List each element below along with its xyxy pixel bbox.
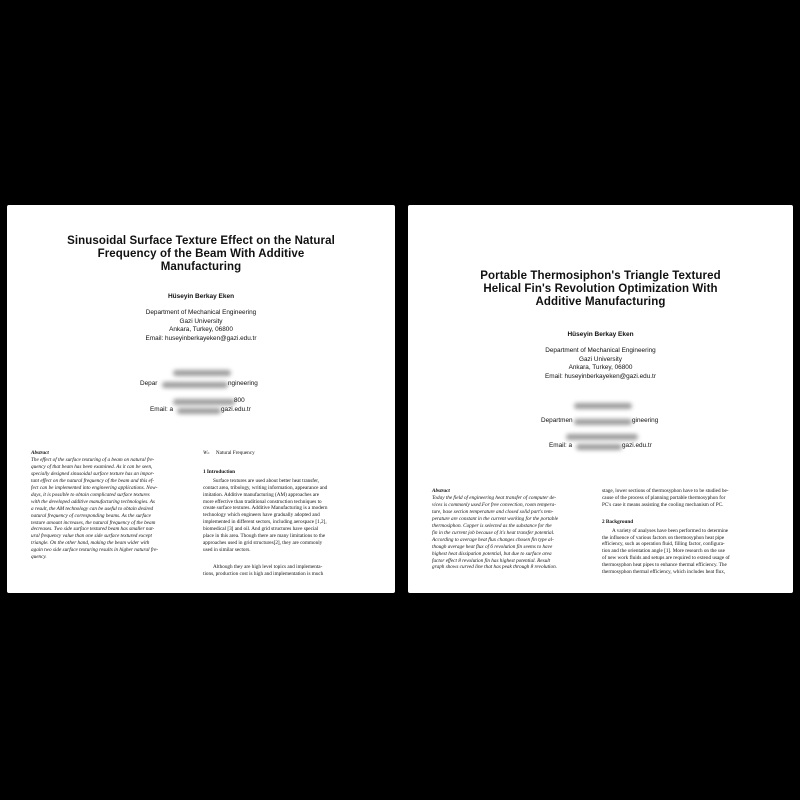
body-line: stage, lower sections of thermosyphon have to be studied be- — [602, 488, 729, 494]
abstract-line: perature are constant in the current working for the portable — [432, 516, 559, 523]
abstract-text — [432, 495, 592, 571]
redaction-blur — [177, 408, 221, 414]
abstract-line: though average heat flux of 6 revolution fin seems to have — [432, 543, 553, 550]
redaction-blur — [566, 434, 638, 440]
body-column — [203, 450, 368, 578]
second-affiliation-dept-start: Departmen — [541, 417, 573, 424]
affiliation-block — [428, 347, 773, 381]
abstract-line: ural frequency value than one side surface textured except — [31, 533, 152, 540]
abstract-line: triangle. On the other hand, making the beam wider with — [31, 540, 150, 547]
second-affiliation-email-start: Email: a — [150, 406, 174, 413]
redaction-blur — [173, 399, 235, 405]
affiliation-line: Ankara, Turkey, 06800 — [169, 326, 233, 334]
affiliation-line: Ankara, Turkey, 06800 — [568, 364, 633, 372]
body-line: contact area, tribology, writing information, appearance and — [203, 484, 328, 491]
paper-title — [27, 235, 375, 274]
body-line: Surface textures are used about better heat transfer, — [213, 477, 320, 484]
abstract-line: quency of that beam has been examined. As it can be seen, — [31, 464, 153, 471]
redaction-blur — [574, 419, 632, 425]
body-line: more effective than traditional construction techniques to — [203, 498, 322, 505]
second-affiliation-zip-end: 800 — [234, 397, 245, 404]
second-affiliation-dept-end: gineering — [632, 417, 659, 424]
abstract-column — [432, 488, 592, 571]
body-line: PC's case it means assisting the cooling mechanism of PC. — [602, 501, 724, 508]
body-line: create surface textures. Additive Manufacturing is a modern — [203, 505, 328, 512]
redaction-blur — [576, 444, 622, 450]
body-line: technology which engineers have gradually adopted and — [203, 512, 320, 519]
abstract-heading: Abstract — [432, 488, 450, 494]
second-affiliation-email-end: gazi.edu.tr — [622, 442, 652, 449]
nomenclature-symbol: Wₙ — [203, 450, 210, 456]
affiliation-line: Department of Mechanical Engineering — [545, 347, 656, 354]
abstract-line: natural frequency of corresponding beams. As the surface — [31, 512, 151, 519]
affiliation-line: Email: huseyinberkayeken@gazi.edu.tr — [145, 334, 257, 342]
right-paper-page — [408, 205, 793, 593]
body-line: of new work fluids and setups are required to extend usage of — [602, 555, 730, 562]
body-line: thermosyphon thermal efficiency, which includes heat flux, — [602, 569, 726, 576]
body-line: Although they are high level topics and implementa- — [213, 563, 323, 570]
body-line: A variety of analyses have been performed to determine — [612, 527, 729, 534]
body-line: the influence of various factors on thermosyphon heat pipe — [602, 534, 725, 541]
nomenclature-meaning: Natural Frequency — [215, 450, 255, 456]
affiliation-line: Gazi University — [579, 355, 622, 363]
left-paper-page — [7, 205, 395, 593]
title-line: Frequency of the Beam With Additive — [97, 248, 305, 260]
abstract-line: days, it is possible to obtain complicated surface textures — [31, 491, 150, 498]
affiliation-block — [27, 309, 375, 343]
body-line: tion and the orientation angle [1]. More research on the use — [602, 548, 725, 555]
body-line: approaches used in grid structures[2], they are commonly — [203, 539, 323, 546]
section-heading-background: 2 Background — [602, 518, 634, 525]
abstract-line: According to average heat flux changes chosen fin type al- — [432, 536, 554, 543]
affiliation-line: Department of Mechanical Engineering — [145, 309, 257, 316]
abstract-line: tant effect on the natural frequency of the beam and this ef- — [31, 478, 154, 485]
abstract-line: again two side surface texturing results in higher natural fre- — [31, 547, 159, 554]
title-line: Helical Fin's Revolution Optimization With — [483, 283, 718, 295]
body-line: imitation. Additive manufacturing (AM) approaches are — [203, 491, 320, 498]
abstract-column — [31, 450, 193, 561]
abstract-line: factor effect 8 revolution fin has highest potential. Result — [432, 557, 551, 564]
second-affiliation-dept-start: Depar — [140, 380, 158, 387]
author-name: Hüseyin Berkay Eken — [167, 293, 235, 300]
affiliation-line: Email: huseyinberkayeken@gazi.edu.tr — [545, 372, 656, 380]
body-line: used in similar sectors. — [203, 546, 251, 553]
title-line: Sinusoidal Surface Texture Effect on the Natural — [67, 235, 335, 247]
body-line: place in this area. Though there are many limitations to the — [203, 533, 326, 540]
abstract-line: The effect of the surface texturing of a beam on natural fre- — [31, 457, 155, 464]
paper-title — [428, 270, 773, 309]
abstract-line: fect can be implemented into engineering applications. Now- — [31, 485, 158, 492]
nomenclature-entry — [203, 450, 368, 457]
second-affiliation-email-end: gazi.edu.tr — [221, 406, 251, 413]
redaction-blur — [574, 403, 632, 409]
body-column — [602, 488, 768, 576]
author-name: Hüseyin Berkay Eken — [567, 331, 634, 338]
body-line: implemented in different sectors, including aerospace [1,2], — [203, 519, 327, 526]
abstract-line: specially designed sinusoidal surface texture has an impor- — [31, 471, 155, 478]
second-affiliation-dept-end: ngineering — [228, 380, 258, 387]
body-line: tions, production cost is high and implementation is much — [203, 570, 324, 577]
affiliation-line: Gazi University — [179, 317, 223, 325]
abstract-line: fin in the current job because of it's heat transfer potential. — [432, 529, 555, 536]
abstract-line: graph shows curved line that has peak through 8 revolution. — [432, 564, 557, 571]
body-line: biomedical [3] and oil. And grid structures have special — [203, 526, 319, 533]
abstract-line: thermosiphon. Copper is selected as the substance for the — [432, 523, 552, 530]
abstract-line: a result, the AM technology can be useful to obtain desired — [31, 505, 154, 512]
body-line: cause of the process of planning portable thermosyphon for — [602, 494, 726, 501]
abstract-line: vices is commonly used.For free convection, room tempera- — [432, 502, 556, 509]
title-line: Portable Thermosiphon's Triangle Textured — [480, 270, 721, 282]
section-heading-introduction: 1 Introduction — [203, 468, 236, 475]
abstract-line: texture amount increases, the natural frequency of the beam — [31, 519, 156, 526]
second-affiliation-email-start: Email: a — [549, 442, 573, 449]
abstract-line: decreases. Two side surface textured beam has smaller nat- — [31, 526, 155, 533]
body-line: efficiency, such as operation fluid, filling factor, configura- — [602, 541, 725, 548]
abstract-line: with the developed additive manufacturing technologies. As — [31, 498, 155, 505]
abstract-heading: Abstract — [31, 450, 49, 456]
abstract-line: highest heat dissipation potential, but due to surface area — [432, 550, 552, 557]
abstract-line: quency. — [31, 554, 47, 561]
redaction-blur — [173, 370, 231, 376]
title-line: Manufacturing — [160, 261, 242, 273]
body-line: thermosyphon heat pipes to enhance thermal efficiency. The — [602, 562, 727, 569]
abstract-line: ture, base section temperature and closed solid part's tem- — [432, 509, 554, 516]
title-line: Additive Manufacturing — [535, 296, 666, 308]
abstract-line: Today the field of engineering heat transfer of computer de- — [432, 495, 557, 502]
redaction-blur — [162, 382, 228, 388]
abstract-text — [31, 457, 193, 561]
